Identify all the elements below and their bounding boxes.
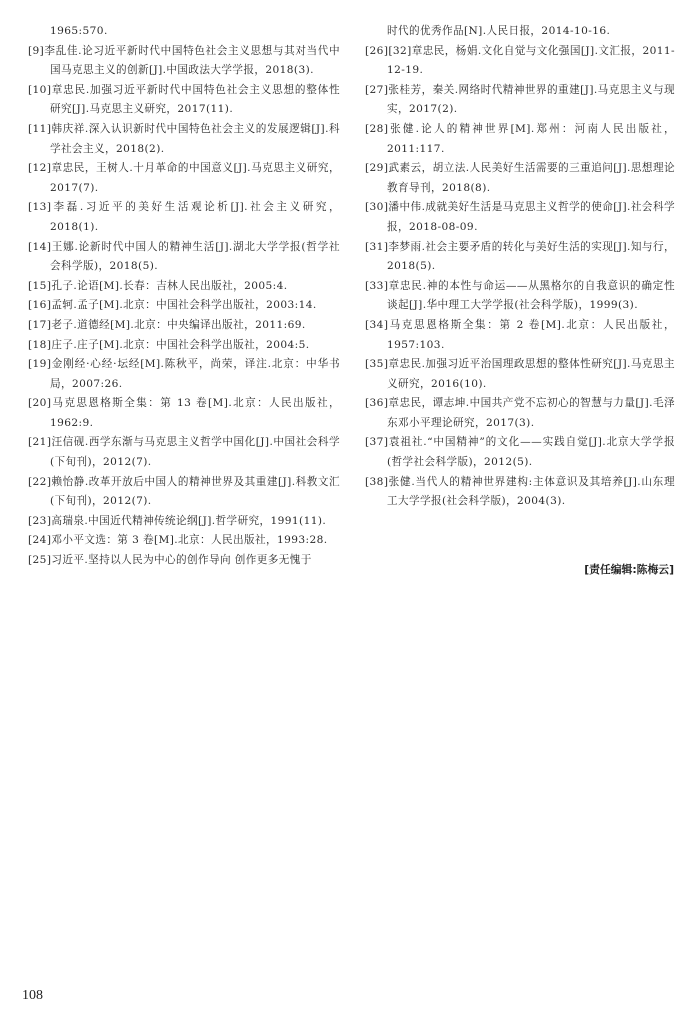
reference-entry: [26][32]章忠民，杨娟.文化自觉与文化强国[J].文汇报，2011-12-19. [365, 44, 675, 77]
reference-entry: [29]武素云，胡立法.人民美好生活需要的三重追问[J].思想理论教育导刊，2018(8). [365, 162, 675, 194]
reference-entry: 1965:570. [50, 25, 108, 37]
reference-entry: [25]习近平.坚持以人民为中心的创作导向 创作更多无愧于 [28, 554, 312, 567]
right-reference-column [365, 22, 675, 512]
reference-entry: [19]金刚经·心经·坛经[M].陈秋平，尚荣，译注.北京：中华书局，2007:26. [28, 358, 340, 390]
reference-entry: [37]袁祖社.“中国精神”的文化——实践自觉[J].北京大学学报(哲学社会科学版)，2012(5). [365, 436, 675, 469]
reference-entry: [15]孔子.论语[M].长春：吉林人民出版社，2005:4. [28, 279, 288, 292]
reference-entry: [18]庄子.庄子[M].北京：中国社会科学出版社，2004:5. [28, 338, 310, 351]
reference-entry: [11]韩庆祥.深入认识新时代中国特色社会主义的发展逻辑[J].科学社会主义，2018(2). [28, 122, 340, 155]
reference-entry: 时代的优秀作品[N].人民日报，2014-10-16. [387, 25, 611, 37]
reference-entry: [24]邓小平文选：第 3 卷[M].北京：人民出版社，1993:28. [28, 534, 328, 547]
editor-note: [责任编辑:陈梅云] [584, 563, 674, 576]
reference-entry: [13]李磊.习近平的美好生活观论析[J].社会主义研究，2018(1). [28, 201, 340, 233]
reference-entry: [34]马克思恩格斯全集：第 2 卷[M].北京：人民出版社，1957:103. [365, 318, 675, 351]
left-reference-column [28, 22, 340, 571]
reference-entry: [10]章忠民.加强习近平新时代中国特色社会主义思想的整体性研究[J].马克思主义研究，2017(11). [28, 83, 340, 116]
reference-entry: [27]张桂芳，秦关.网络时代精神世界的重建[J].马克思主义与现实，2017(2). [365, 83, 675, 116]
reference-entry: [31]李梦雨.社会主要矛盾的转化与美好生活的实现[J].知与行，2018(5). [365, 240, 675, 273]
reference-entry: [17]老子.道德经[M].北京：中央编译出版社，2011:69. [28, 318, 306, 331]
reference-entry: [22]赖怡静.改革开放后中国人的精神世界及其重建[J].科教文汇(下旬刊)，2012(7). [28, 475, 340, 508]
reference-entry: [23]高瑞泉.中国近代精神传统论纲[J].哲学研究，1991(11). [28, 514, 327, 527]
reference-entry: [35]章忠民.加强习近平治国理政思想的整体性研究[J].马克思主义研究，2016(10). [365, 358, 675, 390]
page-number: 108 [22, 988, 43, 1003]
reference-entry: [33]章忠民.神的本性与命运——从黑格尔的自我意识的确定性谈起[J].华中理工大学学报(社会科学版)，1999(3). [365, 279, 675, 312]
reference-entry: [20]马克思恩格斯全集：第 13 卷[M].北京：人民出版社，1962:9. [28, 397, 340, 429]
reference-entry: [14]王娜.论新时代中国人的精神生活[J].湖北大学学报(哲学社会科学版)，2018(5). [28, 240, 340, 273]
reference-entry: [16]孟轲.孟子[M].北京：中国社会科学出版社，2003:14. [28, 299, 317, 312]
reference-entry: [30]潘中伟.成就美好生活是马克思主义哲学的使命[J].社会科学报，2018-08-09. [365, 201, 675, 233]
reference-entry: [38]张健.当代人的精神世界建构:主体意识及其培养[J].山东理工大学学报(社会科学版)，2004(3). [365, 475, 675, 508]
reference-entry: [9]李乱佳.论习近平新时代中国特色社会主义思想与其对当代中国马克思主义的创新[J].中国政法大学学报，2018(3). [28, 44, 340, 77]
reference-entry: [21]汪信砚.西学东渐与马克思主义哲学中国化[J].中国社会科学(下旬刊)，2012(7). [28, 436, 340, 469]
reference-entry: [12]章忠民，王树人.十月革命的中国意义[J].马克思主义研究，2017(7). [28, 162, 340, 194]
reference-entry: [28]张健.论人的精神世界[M].郑州：河南人民出版社，2011:117. [365, 122, 675, 155]
reference-entry: [36]章忠民，谭志坤.中国共产党不忘初心的智慧与力量[J].毛泽东邓小平理论研究，2017(3). [365, 397, 675, 429]
